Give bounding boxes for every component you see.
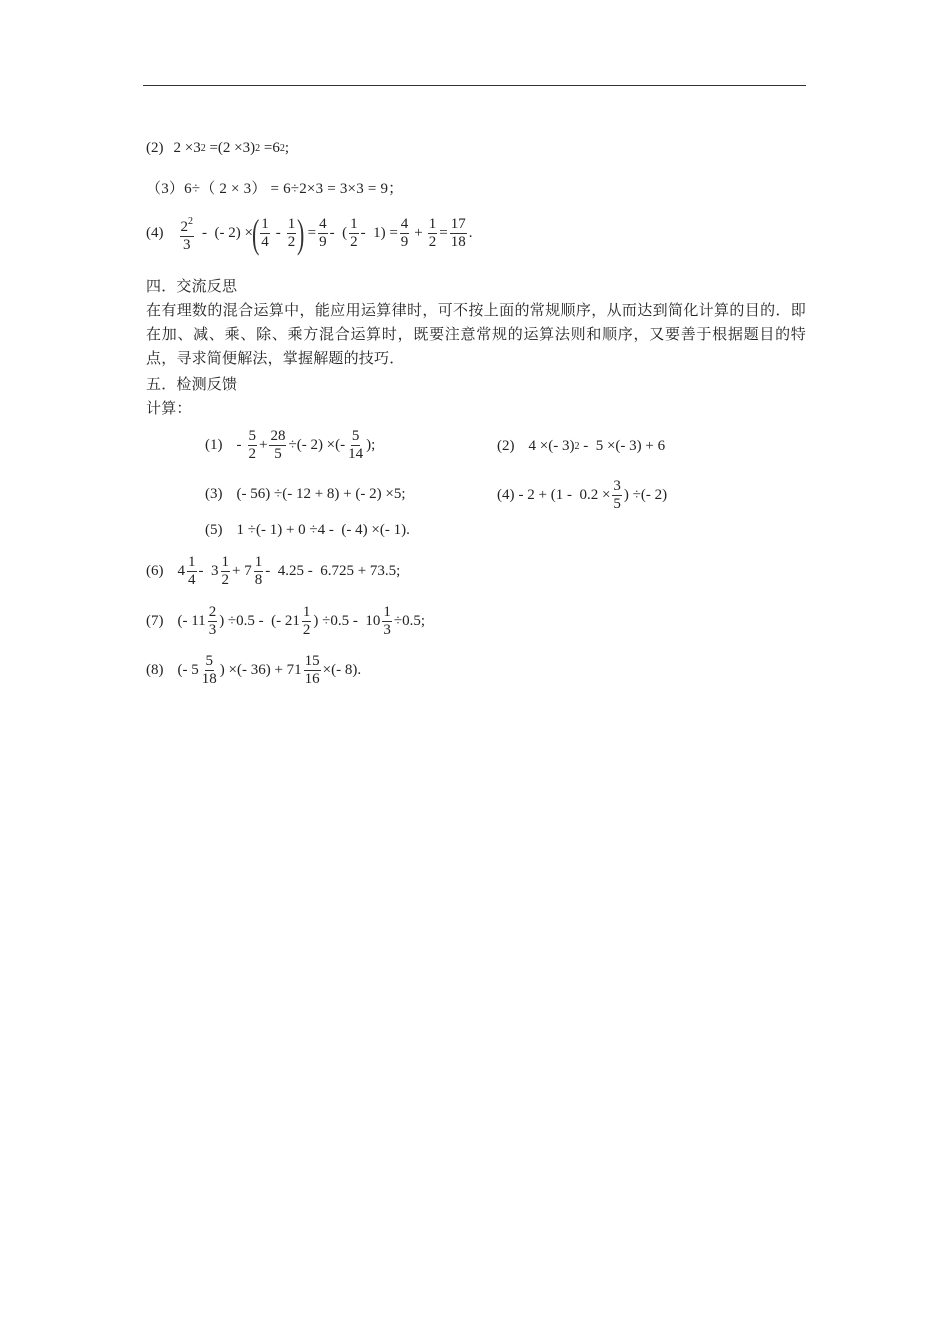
p6-frac3-num: 1	[254, 554, 263, 570]
p2-a: 4 ×(- 3)	[528, 438, 575, 454]
p4-frac	[612, 478, 622, 513]
p8-frac2-num: 15	[304, 653, 320, 669]
eq4-frac7-num: 1	[428, 216, 437, 232]
p7-frac2-den: 2	[302, 622, 311, 638]
eq4-frac-2	[260, 216, 270, 251]
p6-frac-1	[187, 554, 197, 589]
p1-end: );	[366, 437, 376, 453]
p4-label: (4)	[497, 487, 515, 503]
p8-b: ) ×(- 36) + 71	[219, 662, 302, 678]
eq4-frac-6	[400, 216, 410, 251]
p6-frac-3	[254, 554, 264, 589]
p1-frac1-num: 5	[248, 428, 256, 444]
p1-frac2-num: 28	[270, 428, 286, 444]
eq4-frac3-num: 1	[287, 216, 296, 232]
p1-frac3-den: 14	[348, 446, 364, 462]
p4-b: ) ÷(- 2)	[623, 487, 668, 503]
problem-3	[205, 486, 405, 503]
p7-frac-1	[208, 604, 218, 639]
eq4-frac-4	[318, 216, 328, 251]
p8-frac-2	[304, 653, 321, 688]
eq4-frac-8	[450, 216, 467, 251]
eq4-right-paren: )	[297, 210, 305, 256]
p3-label: (3)	[205, 486, 223, 502]
equation-line-4	[146, 210, 473, 256]
eq4-frac5-num: 1	[350, 216, 358, 232]
eq4-frac4-den: 9	[319, 234, 327, 250]
section-5-title: 五．检测反馈	[146, 377, 238, 393]
p1-frac-2	[269, 428, 286, 463]
p1-frac-3	[347, 428, 364, 463]
p1-plus: +	[259, 437, 268, 453]
problem-5	[205, 522, 410, 539]
eq4-frac7-den: 2	[428, 234, 437, 250]
p6-frac2-num: 1	[221, 554, 229, 570]
p1-mid: ÷(- 2) ×(-	[288, 437, 346, 453]
p1-label: (1)	[205, 437, 223, 453]
eq4-frac-7	[428, 216, 438, 251]
eq4-a: - (- 2) ×	[202, 225, 253, 241]
section-4-body: 在有理数的混合运算中，能应用运算律时，可不按上面的常规顺序，从而达到简化计算的目的．即在加、减、乘、除、乘方混合运算时，既要注意常规的运算法则和顺序，又要善于根据题目的特点，寻求简便解法，掌握解题的技巧．	[146, 303, 806, 367]
p7-frac1-num: 2	[208, 604, 217, 620]
p8-frac1-den: 18	[201, 671, 217, 687]
p1-minus: -	[236, 437, 242, 453]
p1-frac-1	[248, 428, 258, 463]
p7-frac3-den: 3	[383, 622, 391, 638]
problem-4	[497, 478, 667, 513]
p7-b: ) ÷0.5 - (- 21	[219, 613, 300, 629]
eq4-frac8-num: 17	[450, 216, 466, 232]
p8-frac1-num: 5	[205, 653, 213, 669]
eq4-frac5-den: 2	[350, 234, 358, 250]
eq4-frac-1	[180, 213, 195, 254]
problem-8	[146, 653, 361, 688]
p6-frac1-num: 1	[188, 554, 196, 570]
eq2-exp3: 2	[279, 143, 285, 154]
p7-a: (- 11	[177, 613, 206, 629]
p3-text: (- 56) ÷(- 12 + 8) + (- 2) ×5;	[236, 486, 406, 502]
header-rule	[143, 85, 806, 86]
eq4-frac1-den: 3	[183, 237, 191, 253]
p6-frac2-den: 2	[221, 572, 229, 588]
p8-a: (- 5	[177, 662, 199, 678]
eq2-exp: 2	[200, 143, 206, 154]
p7-frac-2	[302, 604, 312, 639]
eq4-frac-5	[349, 216, 359, 251]
eq4-frac6-num: 4	[400, 216, 409, 232]
eq4-frac2-num: 1	[261, 216, 269, 232]
p8-frac2-den: 16	[304, 671, 320, 687]
section-4-title: 四．交流反思	[146, 279, 238, 295]
p1-frac1-den: 2	[248, 446, 256, 462]
p7-frac2-num: 1	[302, 604, 311, 620]
p6-whole-1: 4	[177, 563, 185, 579]
eq2-mid: =(2 ×3)	[205, 140, 256, 156]
eq4-end: .	[468, 225, 473, 241]
eq2-exp2: 2	[255, 143, 261, 154]
eq4-frac1-exp: 2	[188, 216, 193, 227]
p8-c: ×(- 8).	[322, 662, 362, 678]
eq4-f: +	[414, 225, 423, 241]
p4-frac-den: 5	[613, 496, 621, 512]
p5-text: 1 ÷(- 1) + 0 ÷4 - (- 4) ×(- 1).	[236, 522, 410, 538]
eq4-frac6-den: 9	[400, 234, 409, 250]
section-5-prompt: 计算：	[146, 401, 192, 417]
eq2-end: =6	[260, 140, 280, 156]
problem-1	[205, 428, 375, 463]
p7-frac3-num: 1	[383, 604, 391, 620]
problem-2	[497, 438, 665, 455]
eq4-frac2-den: 4	[261, 234, 269, 250]
eq4-frac-3	[287, 216, 297, 251]
eq4-frac4-num: 4	[319, 216, 327, 232]
p7-c: ) ÷0.5 - 10	[313, 613, 381, 629]
p6-frac-2	[221, 554, 231, 589]
p6-label: (6)	[146, 563, 164, 579]
eq2-label: (2)	[146, 140, 164, 156]
p1-frac2-den: 5	[274, 446, 282, 462]
problem-6	[146, 554, 400, 589]
p7-frac1-den: 3	[208, 622, 217, 638]
eq4-left-paren: (	[251, 210, 260, 256]
p2-label: (2)	[497, 438, 515, 454]
eq2-semi: ;	[284, 140, 290, 156]
eq3-text: （3）6÷（ 2 × 3） = 6÷2×3 = 3×3 = 9；	[146, 181, 404, 197]
eq4-e: - 1) =	[360, 225, 398, 241]
eq4-b: -	[275, 225, 281, 241]
eq4-c: =	[307, 225, 317, 241]
p4-a: - 2 + (1 - 0.2 ×	[518, 487, 611, 503]
equation-line-2	[146, 140, 289, 157]
p7-frac-3	[382, 604, 392, 639]
p6-frac3-den: 8	[254, 572, 263, 588]
p8-frac-1	[201, 653, 218, 688]
p7-label: (7)	[146, 613, 164, 629]
eq2-expr: 2 ×3	[173, 140, 201, 156]
eq4-label: (4)	[146, 225, 164, 241]
problem-7	[146, 604, 425, 639]
p6-a: - 3	[198, 563, 219, 579]
p6-frac1-den: 4	[188, 572, 196, 588]
equation-line-3	[146, 177, 403, 198]
p2-b: - 5 ×(- 3) + 6	[579, 438, 666, 454]
p8-label: (8)	[146, 662, 164, 678]
p4-frac-num: 3	[613, 478, 621, 494]
eq4-frac1-num: 2	[180, 219, 188, 235]
eq4-frac8-den: 18	[450, 234, 466, 250]
p1-frac3-num: 5	[351, 428, 360, 444]
p7-d: ÷0.5;	[393, 613, 426, 629]
eq4-frac3-den: 2	[287, 234, 296, 250]
p5-label: (5)	[205, 522, 223, 538]
eq4-g: =	[439, 225, 448, 241]
p2-exp: 2	[574, 441, 580, 452]
eq4-d: - (	[329, 225, 348, 241]
p6-c: - 4.25 - 6.725 + 73.5;	[265, 563, 401, 579]
p6-b: + 7	[232, 563, 252, 579]
